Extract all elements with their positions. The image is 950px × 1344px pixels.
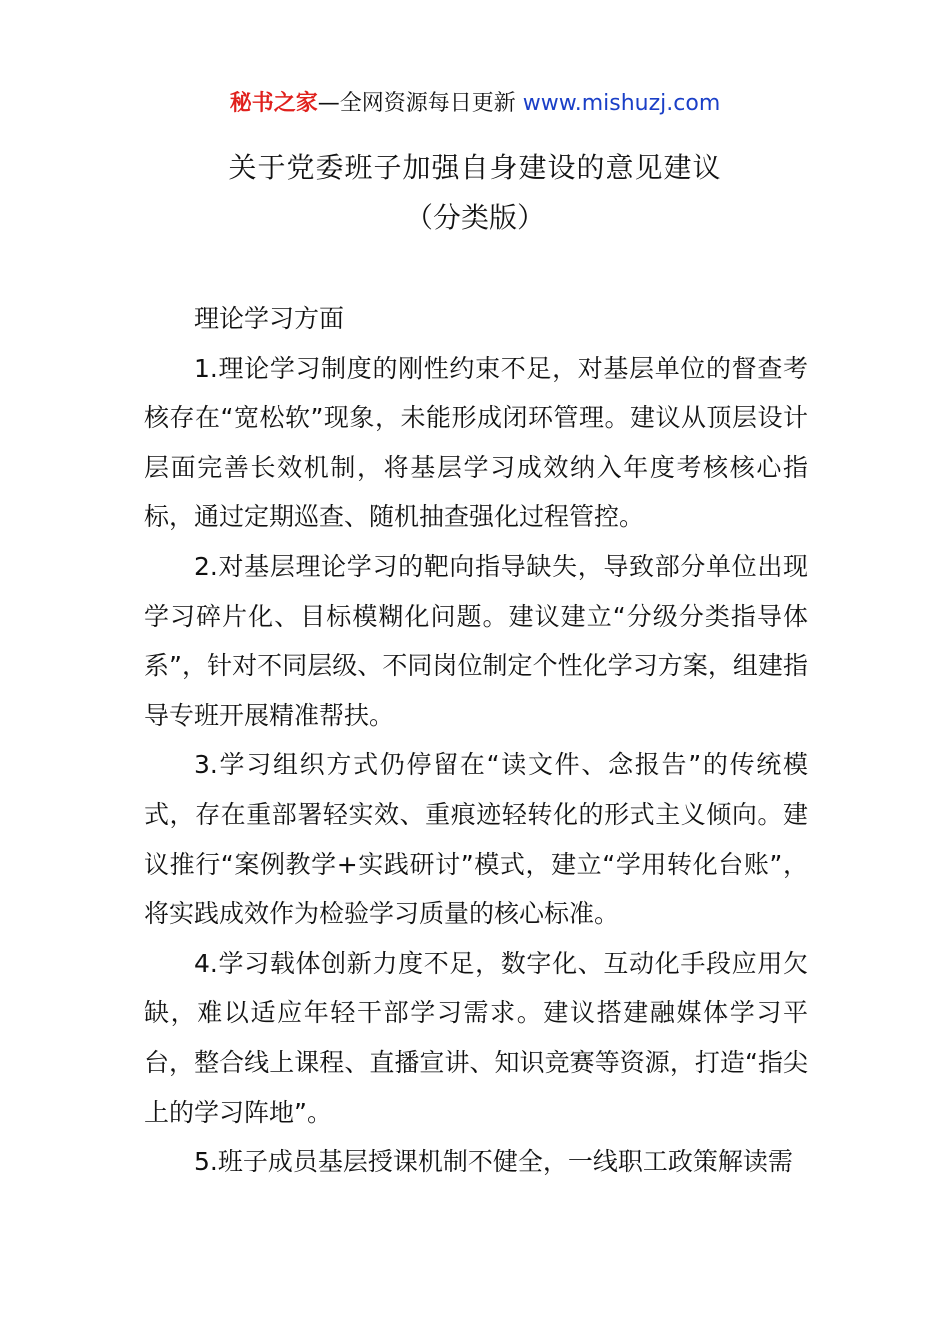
document-body <box>144 294 808 1187</box>
paragraph-1: 1.理论学习制度的刚性约束不足，对基层单位的督查考核存在“宽松软”现象，未能形成闭环管理。建议从顶层设计层面完善长效机制，将基层学习成效纳入年度考核核心指标，通过定期巡查、随机抽查强化过程管控。 <box>144 353 808 532</box>
brand-name: 秘书之家 <box>229 91 318 116</box>
site-header <box>0 88 950 120</box>
header-slogan: —全网资源每日更新 <box>317 91 516 116</box>
section-heading: 理论学习方面 <box>194 304 345 333</box>
paragraph-3: 3.学习组织方式仍停留在“读文件、念报告”的传统模式，存在重部署轻实效、重痕迹轻转化的形式主义倾向。建议推行“案例教学+实践研讨”模式，建立“学用转化台账”，将实践成效作为检验学习质量的核心标准。 <box>144 750 808 929</box>
paragraph-5: 5.班子成员基层授课机制不健全，一线职工政策解读需 <box>194 1147 793 1177</box>
paragraph-4: 4.学习载体创新力度不足，数字化、互动化手段应用欠缺，难以适应年轻干部学习需求。建议搭建融媒体学习平台，整合线上课程、直播宣讲、知识竞赛等资源，打造“指尖上的学习阵地”。 <box>144 948 808 1127</box>
document-title: 关于党委班子加强自身建设的意见建议 <box>228 151 722 184</box>
document-subtitle: （分类版） <box>404 201 545 234</box>
site-url-link[interactable]: www.mishuzj.com <box>522 91 721 116</box>
paragraph-2: 2.对基层理论学习的靶向指导缺失，导致部分单位出现学习碎片化、目标模糊化问题。建议建立“分级分类指导体系”，针对不同层级、不同岗位制定个性化学习方案，组建指导专班开展精准帮扶。 <box>144 551 808 730</box>
